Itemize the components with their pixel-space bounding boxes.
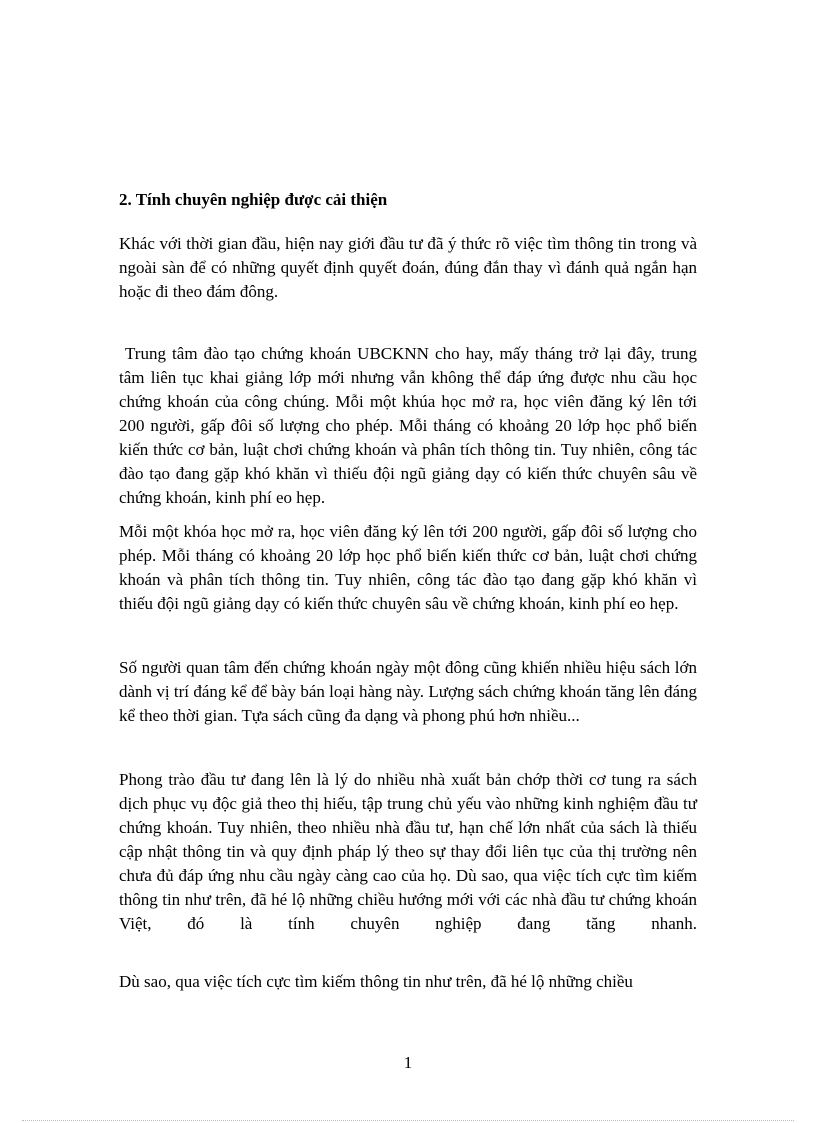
paragraph-4: Số người quan tâm đến chứng khoán ngày một đông cũng khiến nhiều hiệu sách lớn dành vị trí đáng kể để bày bán loại hàng này. Lượng sách chứng khoán tăng lên đáng kể theo thời gian. Tựa sách cũng đa dạng và phong phú hơn nhiều...: [119, 658, 697, 725]
paragraph-3: Mỗi một khóa học mở ra, học viên đăng ký lên tới 200 người, gấp đôi số lượng cho phép. Mỗi tháng có khoảng 20 lớp học phổ biến kiến thức cơ bản, luật chơi chứng khoán và phân tích thông tin. Tuy nhiên, công tác đào tạo đang gặp khó khăn vì thiếu đội ngũ giảng dạy có kiến thức chuyên sâu về chứng khoán, kinh phí eo hẹp.: [119, 522, 697, 613]
paragraph-5: Phong trào đầu tư đang lên là lý do nhiều nhà xuất bản chớp thời cơ tung ra sách dịch phục vụ độc giả theo thị hiếu, tập trung chủ yếu vào những kinh nghiệm đầu tư chứng khoán. Tuy nhiên, theo nhiều nhà đầu tư, hạn chế lớn nhất của sách là thiếu cập nhật thông tin và quy định pháp lý theo sự thay đổi liên tục của thị trường nên chưa đủ đáp ứng nhu cầu ngày càng cao của họ. Dù sao, qua việc tích cực tìm kiếm thông tin như trên, đã hé lộ những chiều hướng mới với các nhà đầu tư chứng khoán Việt, đó là tính chuyên nghiệp đang tăng nhanh.: [119, 770, 697, 933]
paragraph-1: Khác với thời gian đầu, hiện nay giới đầu tư đã ý thức rõ việc tìm thông tin trong và ngoài sàn để có những quyết định quyết đoán, đúng đắn thay vì đánh quả ngắn hạn hoặc đi theo đám đông.: [119, 234, 697, 301]
page-bottom-border: [22, 1120, 794, 1121]
section-heading: 2. Tính chuyên nghiệp được cải thiện: [119, 190, 388, 209]
paragraph-2: Trung tâm đào tạo chứng khoán UBCKNN cho hay, mấy tháng trở lại đây, trung tâm liên tục khai giảng lớp mới nhưng vẫn không thể đáp ứng được nhu cầu học chứng khoán của công chúng. Mỗi một khúa học mở ra, học viên đăng ký lên tới 200 người, gấp đôi số lượng cho phép. Mỗi tháng có khoảng 20 lớp học phổ biến kiến thức cơ bản, luật chơi chứng khoán và phân tích thông tin. Tuy nhiên, công tác đào tạo đang gặp khó khăn vì thiếu đội ngũ giảng dạy có kiến thức chuyên sâu về chứng khoán, kinh phí eo hẹp.: [119, 344, 697, 507]
paragraph-6: Dù sao, qua việc tích cực tìm kiếm thông tin như trên, đã hé lộ những chiều: [119, 972, 633, 991]
page-number: 1: [403, 1053, 413, 1072]
